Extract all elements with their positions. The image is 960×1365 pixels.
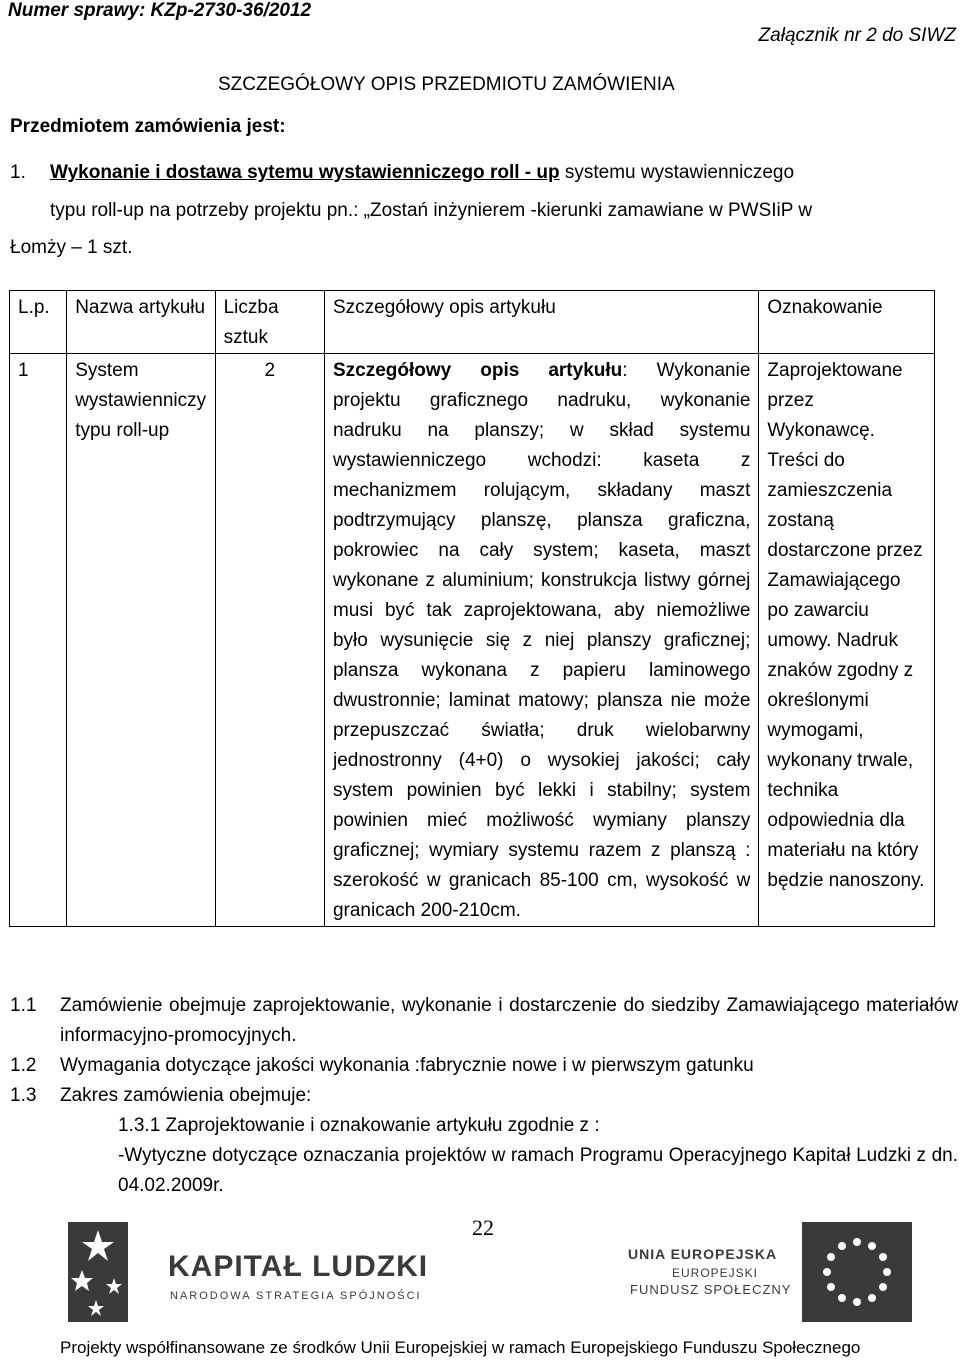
list-item: [10, 1081, 958, 1111]
header-marking: Oznakowanie: [759, 291, 935, 354]
item-1-line-2: typu roll-up na potrzeby projektu pn.: „Zostań inżynierem -kierunki zamawiane w PWSIiP w: [50, 200, 813, 221]
cell-qty: 2: [215, 354, 324, 927]
subpoint-text: -Wytyczne dotyczące oznaczania projektów w ramach Programu Operacyjnego Kapitał Ludzki z dn. 04.02.2009r.: [118, 1145, 958, 1196]
kapital-ludzki-subtitle: NARODOWA STRATEGIA SPÓJNOŚCI: [170, 1290, 422, 1302]
kapital-ludzki-logo: [68, 1222, 429, 1324]
kapital-ludzki-title: KAPITAŁ LUDZKI: [168, 1250, 429, 1283]
page-number: 22: [472, 1215, 494, 1240]
points-list: [10, 991, 958, 1201]
footer-text: Projekty współfinansowane ze środków Unii Europejskiej w ramach Europejskiego Funduszu Społecznego: [60, 1338, 861, 1357]
subpoint: 1.3.1 Zaprojektowanie i oznakowanie artykułu zgodnie z :: [118, 1115, 600, 1136]
header-lp: L.p.: [10, 291, 67, 354]
item-1-line-1: [50, 155, 794, 191]
subject-label: Przedmiotem zamówienia jest:: [10, 116, 286, 137]
description-text: : Wykonanie projektu graficznego nadruku, wykonanie nadruku na planszy; w skład systemu wystawienniczego wchodzi: kaseta z mechanizmem rolującym, składany maszt podtrzymujący planszę, plansza graficzna, pokrowiec na cały system; kaseta, maszt wykonane z aluminium; konstrukcja listwy górnej musi być tak zaprojektowana, aby niemożliwe było wysunięcie się z niej planszy graficznej; plansza wykonana z papieru laminowego dwustronnie; laminat matowy; plansza nie może przepuszczać światła; druk wielobarwny jednostronny (4+0) o wysokiej jakości; cały system powinien być lekki i stabilny; system powinien mieć możliwość wymiany planszy graficznej; wymiary systemu razem z planszą : szerokość w granicach 85-100 cm, wysokość w granicach 200-210cm.: [332, 360, 751, 921]
header-name: Nazwa artykułu: [67, 291, 215, 354]
point-text: Wymagania dotyczące jakości wykonania :fabrycznie nowe i w pierwszym gatunku: [60, 1055, 754, 1076]
description-bold-label: Szczegółowy opis artykułu: [332, 360, 623, 381]
item-1-underlined: Wykonanie i dostawa sytemu wystawienniczego roll - up: [50, 162, 560, 183]
item-1-line-1-rest: systemu wystawienniczego: [559, 162, 795, 183]
eu-line-2: EUROPEJSKI: [672, 1266, 759, 1280]
point-number: 1.2: [10, 1055, 37, 1076]
point-number: 1.3: [10, 1085, 37, 1106]
point-text: Zamówienie obejmuje zaprojektowanie, wykonanie i dostarczenie do siedziby Zamawiającego materiałów informacyjno-promocyjnych.: [60, 995, 958, 1046]
specification-table: [9, 290, 935, 927]
eu-line-3: FUNDUSZ SPOŁECZNY: [630, 1282, 792, 1297]
cell-description: [324, 354, 758, 927]
cell-name: System wystawienniczy typu roll-up: [67, 354, 215, 927]
header-description: Szczegółowy opis artykułu: [324, 291, 758, 354]
item-1-line-3: Łomży – 1 szt.: [10, 237, 133, 258]
document-title: SZCZEGÓŁOWY OPIS PRZEDMIOTU ZAMÓWIENIA: [218, 74, 675, 95]
item-1-number: 1.: [10, 162, 26, 183]
point-number: 1.1: [10, 995, 37, 1016]
table-row: [10, 354, 935, 927]
point-text: Zakres zamówienia obejmuje:: [60, 1085, 312, 1106]
eu-flag-icon: [802, 1222, 912, 1322]
cell-lp: 1: [10, 354, 67, 927]
cell-marking: Zaprojektowane przez Wykonawcę. Treści do zamieszczenia zostaną dostarczone przez Zamawiającego po zawarciu umowy. Nadruk znaków zgodny z określonymi wymogami, wykonany trwale, technika odpowiednia dla materiału na który będzie nanoszony.: [759, 354, 935, 927]
table-header-row: [10, 291, 935, 354]
attachment-label: Załącznik nr 2 do SIWZ: [758, 25, 956, 46]
case-number: Numer sprawy: KZp-2730-36/2012: [8, 0, 312, 21]
list-item: [10, 991, 958, 1051]
eu-line-1: UNIA EUROPEJSKA: [628, 1246, 778, 1262]
header-qty: Liczba sztuk: [215, 291, 324, 354]
eu-logo: [592, 1222, 912, 1322]
list-item: [10, 1051, 958, 1081]
